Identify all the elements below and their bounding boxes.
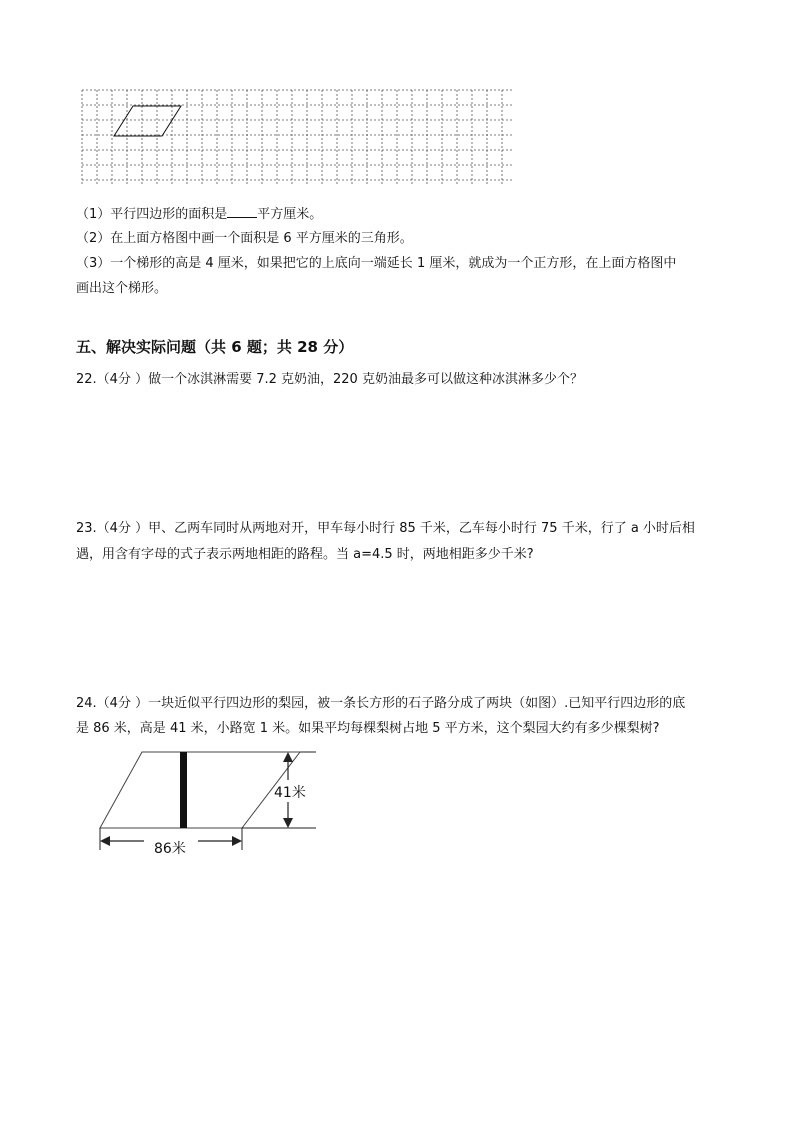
question-24-line2: 是 86 米，高是 41 米，小路宽 1 米。如果平均每棵梨树占地 5 平方米，这个梨园大约有多少棵梨树?	[76, 721, 660, 736]
question-24-line1: 24.（4分 ）一块近似平行四边形的梨园，被一条长方形的石子路分成了两块（如图）.已知平行四边形的底	[76, 696, 686, 711]
q21-part1	[76, 203, 322, 225]
stone-path	[180, 752, 187, 828]
question-22: 22.（4分 ）做一个冰淇淋需要 7.2 克奶油，220 克奶油最多可以做这种冰淇淋多少个？	[76, 372, 583, 387]
base-arrow-head-right	[232, 836, 242, 846]
height-label: 41米	[274, 785, 306, 801]
base-label: 86米	[154, 841, 186, 857]
grid-parallelogram	[114, 106, 181, 136]
q21-part3-line2: 画出这个梯形。	[76, 281, 168, 296]
grid-figure	[80, 88, 516, 188]
base-arrow-head-left	[100, 836, 110, 846]
question-23-line1: 23.（4分 ）甲、乙两车同时从两地对开，甲车每小时行 85 千米，乙车每小时行 75 千米，行了 a 小时后相	[76, 521, 695, 536]
q21-part1-before: （1）平行四边形的面积是	[76, 207, 228, 222]
orchard-parallelogram	[100, 752, 300, 828]
answer-blank[interactable]	[227, 203, 257, 218]
q21-part3-line1: （3）一个梯形的高是 4 厘米，如果把它的上底向一端延长 1 厘米，就成为一个正方形，在上面方格图中	[76, 256, 677, 271]
orchard-figure	[94, 748, 324, 860]
height-arrow-head-bottom	[283, 818, 293, 828]
section-title: 五、解决实际问题（共 6 题；共 28 分）	[76, 338, 354, 356]
height-arrow-head-top	[283, 752, 293, 762]
q21-part1-after: 平方厘米。	[257, 207, 323, 222]
grid-lines	[82, 90, 514, 186]
q21-part2: （2）在上面方格图中画一个面积是 6 平方厘米的三角形。	[76, 231, 413, 246]
question-23-line2: 遇，用含有字母的式子表示两地相距的路程。当 a=4.5 时，两地相距多少千米?	[76, 547, 534, 562]
